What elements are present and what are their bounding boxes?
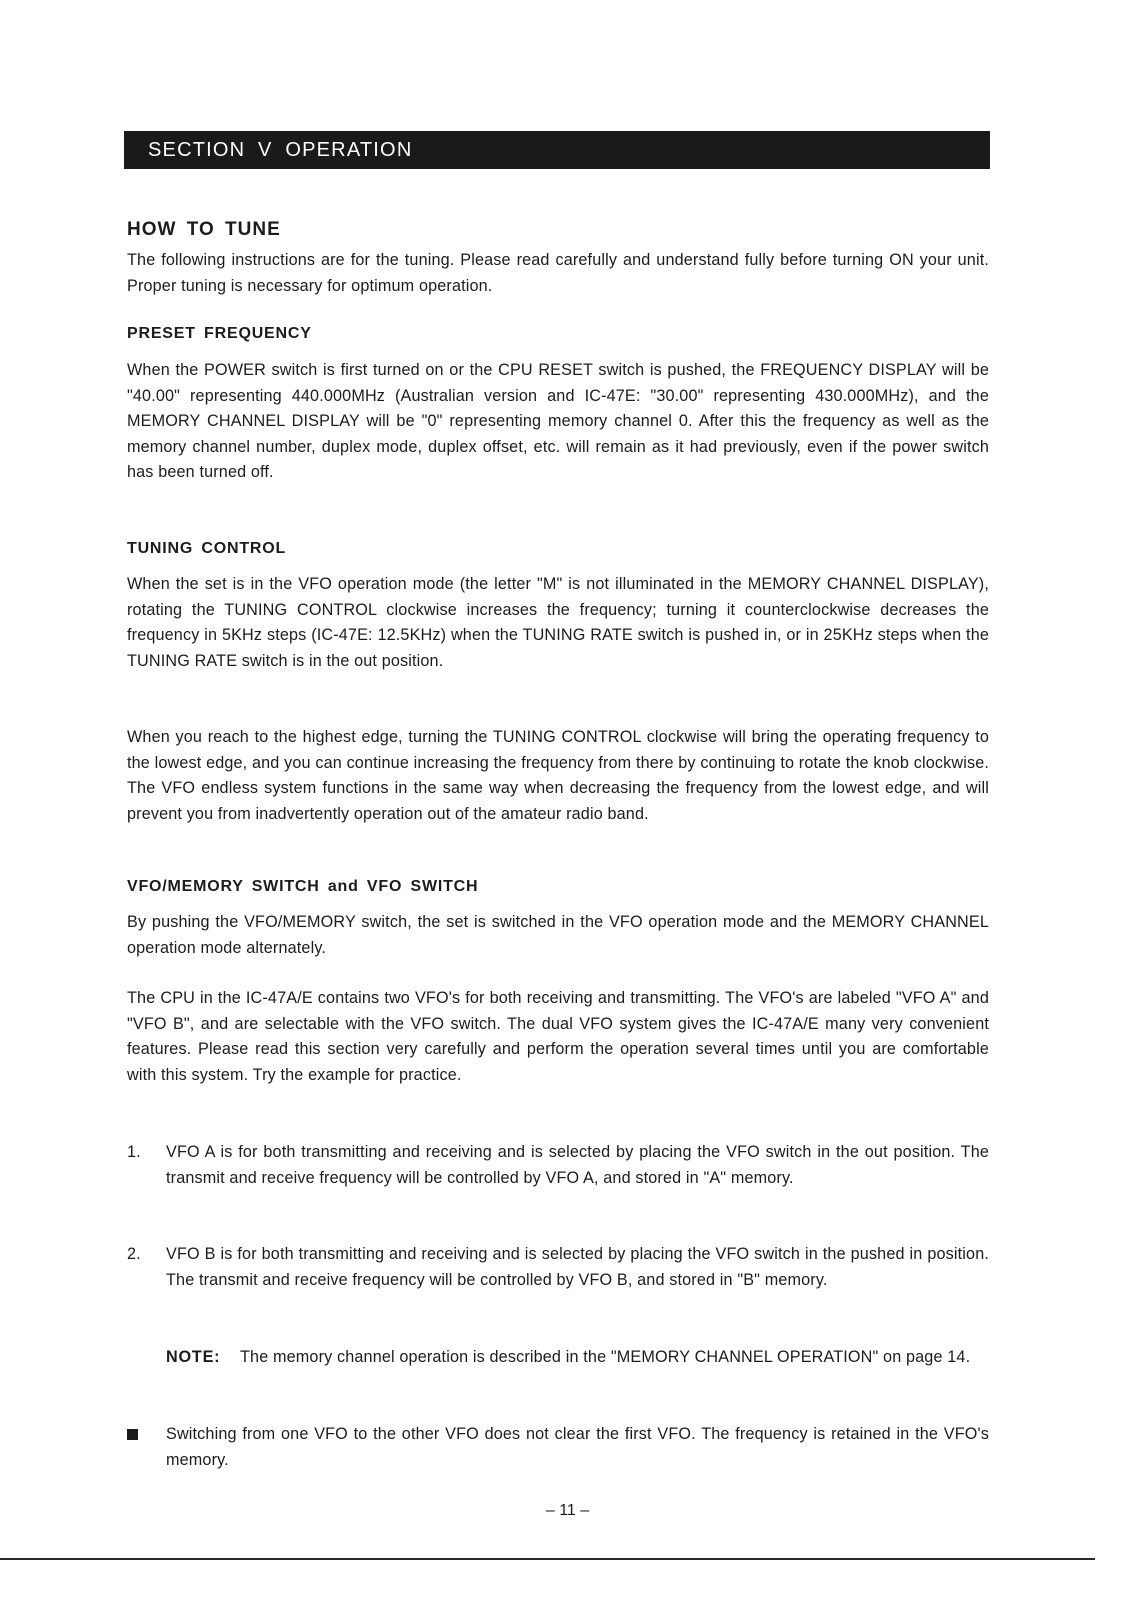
- vfo-switch-heading: VFO/MEMORY SWITCH and VFO SWITCH: [127, 878, 479, 895]
- bullet-item: [127, 1422, 989, 1473]
- page-number: – 11 –: [545, 1502, 590, 1519]
- square-bullet-icon: [127, 1429, 138, 1440]
- tuning-control-paragraph-2: When you reach to the highest edge, turning the TUNING CONTROL clockwise will bring the operating frequency to the lowest edge, and you can continue increasing the frequency from there by continuing to rotate the knob clockwise. The VFO endless system functions in the same way when decreasing the frequency from the lowest edge, and will prevent you from inadvertently operation out of the amateur radio band.: [127, 728, 989, 823]
- note-block: [166, 1345, 989, 1371]
- list-item-number: 1.: [127, 1143, 141, 1161]
- list-item-number: 2.: [127, 1245, 141, 1263]
- bottom-rule: [0, 1558, 1095, 1560]
- tuning-control-heading: TUNING CONTROL: [127, 540, 287, 557]
- list-item: [127, 1242, 989, 1293]
- preset-frequency-paragraph: When the POWER switch is first turned on or the CPU RESET switch is pushed, the FREQUENCY DISPLAY will be "40.00" representing 440.000MHz (Australian version and IC-47E: "30.00" representing 430.000MHz), and the MEMORY CHANNEL DISPLAY will be "0" representing memory channel 0. After this the frequency as well as the memory channel number, duplex mode, duplex offset, etc. will remain as it had previously, even if the power switch has been turned off.: [127, 361, 989, 481]
- intro-paragraph: The following instructions are for the tuning. Please read carefully and understand fully before turning ON your unit. Proper tuning is necessary for optimum operation.: [127, 251, 989, 295]
- list-item-text: VFO B is for both transmitting and receiving and is selected by placing the VFO switch in the pushed in position. The transmit and receive frequency will be controlled by VFO B, and stored in "B" memory.: [166, 1245, 989, 1289]
- section-header: SECTION V OPERATION: [124, 131, 990, 169]
- note-text: The memory channel operation is described in the "MEMORY CHANNEL OPERATION" on page 14.: [240, 1348, 971, 1366]
- list-item: [127, 1140, 989, 1191]
- dual-vfo-paragraph: The CPU in the IC-47A/E contains two VFO's for both receiving and transmitting. The VFO's are labeled "VFO A" and "VFO B", and are selectable with the VFO switch. The dual VFO system gives the IC-47A/E many very convenient features. Please read this section very carefully and perform the operation several times until you are comfortable with this system. Try the example for practice.: [127, 989, 989, 1084]
- preset-frequency-heading: PRESET FREQUENCY: [127, 325, 312, 342]
- list-item-text: VFO A is for both transmitting and receiving and is selected by placing the VFO switch in the out position. The transmit and receive frequency will be controlled by VFO A, and stored in "A" memory.: [166, 1143, 989, 1187]
- vfo-memory-paragraph: By pushing the VFO/MEMORY switch, the set is switched in the VFO operation mode and the MEMORY CHANNEL operation mode alternately.: [127, 913, 989, 957]
- bullet-text: Switching from one VFO to the other VFO does not clear the first VFO. The frequency is retained in the VFO's memory.: [166, 1425, 989, 1469]
- note-label: NOTE:: [166, 1348, 221, 1366]
- tuning-control-paragraph-1: When the set is in the VFO operation mode (the letter "M" is not illuminated in the MEMORY CHANNEL DISPLAY), rotating the TUNING CONTROL clockwise increases the frequency; turning it counterclockwise decreases the frequency in 5KHz steps (IC-47E: 12.5KHz) when the TUNING RATE switch is pushed in, or in 25KHz steps when the TUNING RATE switch is in the out position.: [127, 575, 989, 670]
- page-heading: HOW TO TUNE: [127, 219, 281, 240]
